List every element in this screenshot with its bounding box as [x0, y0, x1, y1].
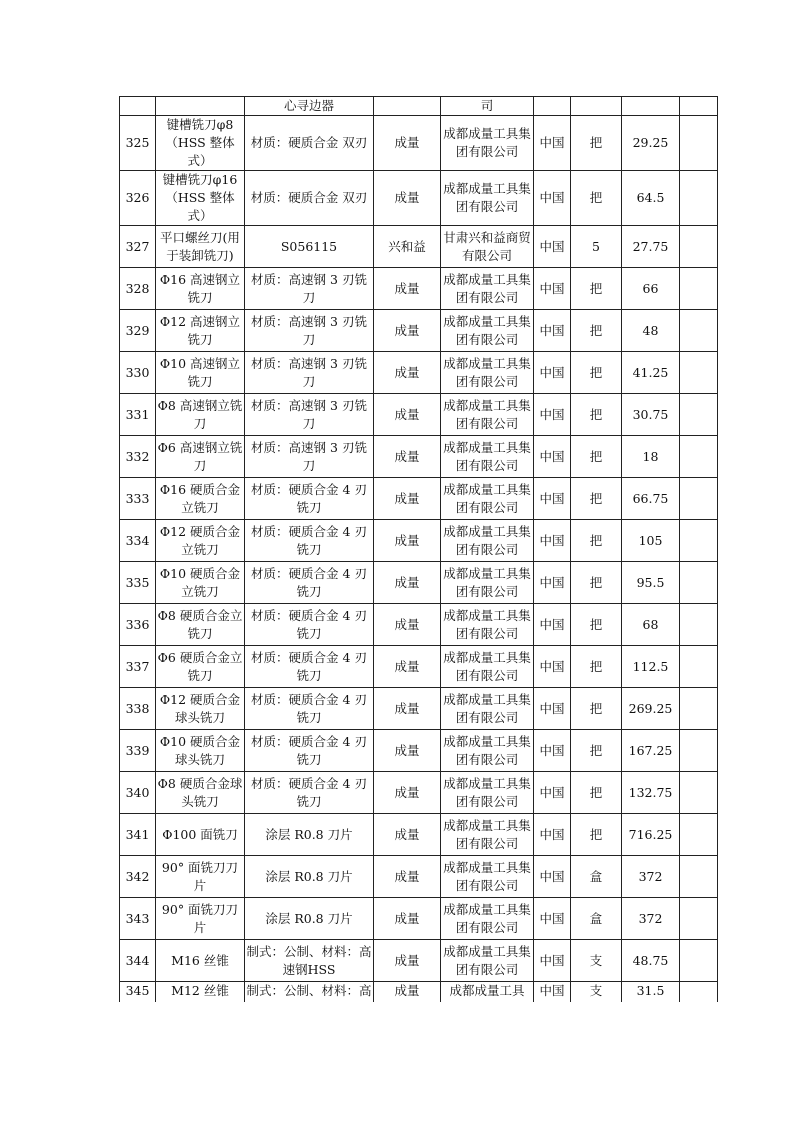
item-name: Φ10 硬质合金球头铣刀 — [156, 730, 245, 772]
item-spec: 材质：硬质合金 4 刃铣刀 — [245, 478, 374, 520]
item-number: 329 — [120, 310, 156, 352]
table-row — [120, 856, 718, 898]
header-cell — [120, 97, 156, 116]
item-maker: 成都成量工具集团有限公司 — [441, 436, 534, 478]
item-brand: 成量 — [374, 940, 441, 982]
item-spec: 制式：公制、材料：高 — [245, 982, 374, 1003]
item-price: 269.25 — [622, 688, 680, 730]
table-row — [120, 226, 718, 268]
item-number: 332 — [120, 436, 156, 478]
item-name: Φ6 高速钢立铣刀 — [156, 436, 245, 478]
item-spec: 涂层 R0.8 刀片 — [245, 814, 374, 856]
item-unit: 把 — [571, 520, 622, 562]
header-cell: 司 — [441, 97, 534, 116]
item-origin: 中国 — [534, 394, 571, 436]
item-spec: 材质：硬质合金 4 刃铣刀 — [245, 688, 374, 730]
header-cell — [374, 97, 441, 116]
item-maker: 成都成量工具集团有限公司 — [441, 116, 534, 171]
item-brand: 成量 — [374, 310, 441, 352]
item-note — [680, 688, 718, 730]
item-note — [680, 520, 718, 562]
item-origin: 中国 — [534, 310, 571, 352]
item-number: 340 — [120, 772, 156, 814]
item-spec: 材质：硬质合金 4 刃铣刀 — [245, 604, 374, 646]
item-price: 41.25 — [622, 352, 680, 394]
item-unit: 把 — [571, 436, 622, 478]
item-note — [680, 982, 718, 1003]
item-unit: 把 — [571, 730, 622, 772]
item-origin: 中国 — [534, 562, 571, 604]
item-spec: 材质：硬质合金 双刃 — [245, 116, 374, 171]
item-spec: 材质：高速钢 3 刃铣刀 — [245, 436, 374, 478]
item-brand: 成量 — [374, 352, 441, 394]
item-note — [680, 116, 718, 171]
item-spec: 涂层 R0.8 刀片 — [245, 898, 374, 940]
item-price: 18 — [622, 436, 680, 478]
continued-header-row — [120, 97, 718, 116]
item-number: 331 — [120, 394, 156, 436]
item-origin: 中国 — [534, 898, 571, 940]
item-note — [680, 436, 718, 478]
item-maker: 成都成量工具集团有限公司 — [441, 352, 534, 394]
item-maker: 成都成量工具集团有限公司 — [441, 478, 534, 520]
item-name: Φ8 硬质合金立铣刀 — [156, 604, 245, 646]
header-cell — [622, 97, 680, 116]
item-unit: 把 — [571, 562, 622, 604]
item-note — [680, 856, 718, 898]
item-note — [680, 478, 718, 520]
item-unit: 把 — [571, 310, 622, 352]
item-brand: 成量 — [374, 520, 441, 562]
table-row — [120, 478, 718, 520]
item-name: 键槽铣刀φ8（HSS 整体式） — [156, 116, 245, 171]
item-price: 372 — [622, 856, 680, 898]
table-row — [120, 310, 718, 352]
item-maker: 成都成量工具集团有限公司 — [441, 520, 534, 562]
item-brand: 成量 — [374, 436, 441, 478]
item-brand: 成量 — [374, 646, 441, 688]
item-maker: 成都成量工具集团有限公司 — [441, 171, 534, 226]
item-maker: 成都成量工具集团有限公司 — [441, 772, 534, 814]
item-name: 键槽铣刀φ16（HSS 整体式） — [156, 171, 245, 226]
item-number: 330 — [120, 352, 156, 394]
table-row — [120, 520, 718, 562]
item-name: 平口螺丝刀(用于装卸铣刀) — [156, 226, 245, 268]
item-brand: 成量 — [374, 562, 441, 604]
item-number: 336 — [120, 604, 156, 646]
item-origin: 中国 — [534, 226, 571, 268]
item-maker: 成都成量工具集团有限公司 — [441, 730, 534, 772]
item-unit: 把 — [571, 604, 622, 646]
product-table — [119, 96, 718, 1002]
item-number: 341 — [120, 814, 156, 856]
item-spec: 材质：硬质合金 4 刃铣刀 — [245, 520, 374, 562]
item-note — [680, 940, 718, 982]
item-name: Φ16 硬质合金立铣刀 — [156, 478, 245, 520]
item-note — [680, 268, 718, 310]
table-row — [120, 940, 718, 982]
table-row — [120, 730, 718, 772]
item-number: 343 — [120, 898, 156, 940]
item-number: 326 — [120, 171, 156, 226]
item-unit: 支 — [571, 940, 622, 982]
table-row — [120, 814, 718, 856]
item-spec: 材质：高速钢 3 刃铣刀 — [245, 310, 374, 352]
item-number: 333 — [120, 478, 156, 520]
item-price: 64.5 — [622, 171, 680, 226]
item-origin: 中国 — [534, 982, 571, 1003]
item-number: 337 — [120, 646, 156, 688]
table-row — [120, 604, 718, 646]
item-number: 339 — [120, 730, 156, 772]
item-unit: 把 — [571, 478, 622, 520]
header-cell — [571, 97, 622, 116]
table-row — [120, 116, 718, 171]
item-unit: 5 — [571, 226, 622, 268]
item-brand: 成量 — [374, 116, 441, 171]
item-origin: 中国 — [534, 520, 571, 562]
item-spec: 材质：硬质合金 4 刃铣刀 — [245, 772, 374, 814]
item-name: M12 丝锥 — [156, 982, 245, 1003]
table-row — [120, 394, 718, 436]
item-brand: 成量 — [374, 604, 441, 646]
item-price: 66.75 — [622, 478, 680, 520]
item-maker: 成都成量工具集团有限公司 — [441, 856, 534, 898]
table-row — [120, 171, 718, 226]
item-unit: 把 — [571, 394, 622, 436]
item-price: 68 — [622, 604, 680, 646]
item-origin: 中国 — [534, 268, 571, 310]
item-brand: 成量 — [374, 856, 441, 898]
item-maker: 成都成量工具集团有限公司 — [441, 604, 534, 646]
item-note — [680, 646, 718, 688]
item-number: 334 — [120, 520, 156, 562]
item-unit: 盒 — [571, 898, 622, 940]
item-origin: 中国 — [534, 730, 571, 772]
item-brand: 成量 — [374, 898, 441, 940]
item-number: 345 — [120, 982, 156, 1003]
table-row — [120, 268, 718, 310]
item-unit: 把 — [571, 352, 622, 394]
item-name: Φ8 高速钢立铣刀 — [156, 394, 245, 436]
item-number: 328 — [120, 268, 156, 310]
item-spec: 材质：硬质合金 4 刃铣刀 — [245, 646, 374, 688]
item-price: 132.75 — [622, 772, 680, 814]
header-cell — [156, 97, 245, 116]
item-spec: 制式：公制、材料：高速钢HSS — [245, 940, 374, 982]
item-price: 66 — [622, 268, 680, 310]
item-name: Φ10 硬质合金立铣刀 — [156, 562, 245, 604]
item-name: 90° 面铣刀刀片 — [156, 898, 245, 940]
item-unit: 把 — [571, 116, 622, 171]
item-origin: 中国 — [534, 116, 571, 171]
header-cell: 心寻边器 — [245, 97, 374, 116]
item-maker: 成都成量工具集团有限公司 — [441, 688, 534, 730]
item-maker: 成都成量工具集团有限公司 — [441, 646, 534, 688]
item-spec: S056115 — [245, 226, 374, 268]
table-row — [120, 352, 718, 394]
item-number: 327 — [120, 226, 156, 268]
table-row — [120, 646, 718, 688]
item-unit: 盒 — [571, 856, 622, 898]
item-note — [680, 562, 718, 604]
item-spec: 材质：高速钢 3 刃铣刀 — [245, 268, 374, 310]
item-number: 325 — [120, 116, 156, 171]
item-price: 167.25 — [622, 730, 680, 772]
item-origin: 中国 — [534, 940, 571, 982]
item-price: 95.5 — [622, 562, 680, 604]
item-brand: 成量 — [374, 688, 441, 730]
item-maker: 成都成量工具集团有限公司 — [441, 814, 534, 856]
item-brand: 成量 — [374, 268, 441, 310]
item-note — [680, 814, 718, 856]
item-brand: 兴和益 — [374, 226, 441, 268]
item-note — [680, 898, 718, 940]
item-note — [680, 772, 718, 814]
item-origin: 中国 — [534, 436, 571, 478]
item-spec: 材质：高速钢 3 刃铣刀 — [245, 352, 374, 394]
item-spec: 材质：硬质合金 4 刃铣刀 — [245, 562, 374, 604]
item-price: 112.5 — [622, 646, 680, 688]
item-maker: 成都成量工具集团有限公司 — [441, 310, 534, 352]
item-price: 48.75 — [622, 940, 680, 982]
table-row — [120, 982, 718, 1003]
item-name: Φ12 高速钢立铣刀 — [156, 310, 245, 352]
item-origin: 中国 — [534, 814, 571, 856]
item-note — [680, 310, 718, 352]
item-maker: 成都成量工具集团有限公司 — [441, 394, 534, 436]
item-name: 90° 面铣刀刀片 — [156, 856, 245, 898]
item-origin: 中国 — [534, 856, 571, 898]
item-name: M16 丝锥 — [156, 940, 245, 982]
item-name: Φ6 硬质合金立铣刀 — [156, 646, 245, 688]
item-origin: 中国 — [534, 604, 571, 646]
item-price: 372 — [622, 898, 680, 940]
item-brand: 成量 — [374, 478, 441, 520]
item-spec: 材质：硬质合金 4 刃铣刀 — [245, 730, 374, 772]
table-row — [120, 562, 718, 604]
item-name: Φ100 面铣刀 — [156, 814, 245, 856]
item-number: 342 — [120, 856, 156, 898]
item-maker: 成都成量工具集团有限公司 — [441, 898, 534, 940]
item-number: 338 — [120, 688, 156, 730]
table-row — [120, 436, 718, 478]
item-price: 29.25 — [622, 116, 680, 171]
item-number: 335 — [120, 562, 156, 604]
item-name: Φ12 硬质合金球头铣刀 — [156, 688, 245, 730]
item-spec: 材质：高速钢 3 刃铣刀 — [245, 394, 374, 436]
item-maker: 成都成量工具集团有限公司 — [441, 562, 534, 604]
item-price: 27.75 — [622, 226, 680, 268]
table-row — [120, 688, 718, 730]
item-number: 344 — [120, 940, 156, 982]
item-price: 48 — [622, 310, 680, 352]
item-brand: 成量 — [374, 171, 441, 226]
item-note — [680, 171, 718, 226]
item-origin: 中国 — [534, 772, 571, 814]
item-unit: 把 — [571, 171, 622, 226]
item-origin: 中国 — [534, 646, 571, 688]
item-brand: 成量 — [374, 772, 441, 814]
item-maker: 成都成量工具集团有限公司 — [441, 940, 534, 982]
header-cell — [534, 97, 571, 116]
item-maker: 成都成量工具集团有限公司 — [441, 268, 534, 310]
item-spec: 材质：硬质合金 双刃 — [245, 171, 374, 226]
item-origin: 中国 — [534, 688, 571, 730]
item-unit: 把 — [571, 646, 622, 688]
item-name: Φ10 高速钢立铣刀 — [156, 352, 245, 394]
table-row — [120, 772, 718, 814]
item-note — [680, 226, 718, 268]
item-note — [680, 604, 718, 646]
item-brand: 成量 — [374, 730, 441, 772]
item-name: Φ8 硬质合金球头铣刀 — [156, 772, 245, 814]
item-name: Φ12 硬质合金立铣刀 — [156, 520, 245, 562]
item-unit: 把 — [571, 814, 622, 856]
item-brand: 成量 — [374, 394, 441, 436]
item-unit: 支 — [571, 982, 622, 1003]
table-row — [120, 898, 718, 940]
item-brand: 成量 — [374, 814, 441, 856]
item-unit: 把 — [571, 268, 622, 310]
item-price: 30.75 — [622, 394, 680, 436]
item-price: 105 — [622, 520, 680, 562]
item-origin: 中国 — [534, 478, 571, 520]
item-brand: 成量 — [374, 982, 441, 1003]
item-origin: 中国 — [534, 171, 571, 226]
item-maker: 甘肃兴和益商贸有限公司 — [441, 226, 534, 268]
item-origin: 中国 — [534, 352, 571, 394]
item-unit: 把 — [571, 772, 622, 814]
header-cell — [680, 97, 718, 116]
item-spec: 涂层 R0.8 刀片 — [245, 856, 374, 898]
item-name: Φ16 高速钢立铣刀 — [156, 268, 245, 310]
item-maker: 成都成量工具 — [441, 982, 534, 1003]
item-price: 716.25 — [622, 814, 680, 856]
item-note — [680, 352, 718, 394]
item-price: 31.5 — [622, 982, 680, 1003]
item-unit: 把 — [571, 688, 622, 730]
item-note — [680, 730, 718, 772]
item-note — [680, 394, 718, 436]
